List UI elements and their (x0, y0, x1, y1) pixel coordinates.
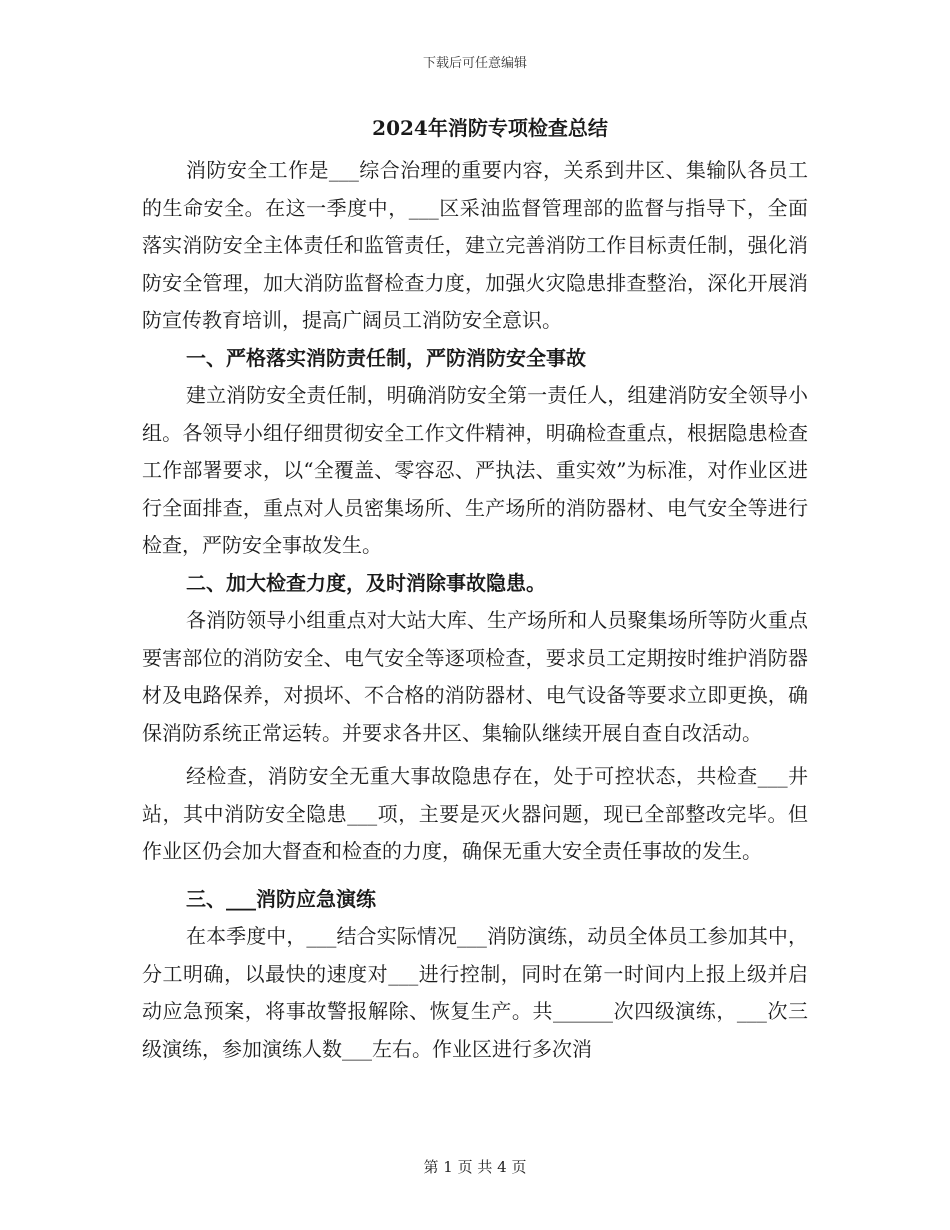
document-body (142, 110, 808, 1068)
section-3-paragraph-1: 在本季度中，___结合实际情况___消防演练，动员全体员工参加其中，分工明确，以最快的速度对___进行控制，同时在第一时间内上报上级并启动应急预案，将事故警报解除、恢复生产。共______次四级演练，___次三级演练，参加演练人数___左右。作业区进行多次消 (142, 924, 808, 1061)
intro-paragraph: 消防安全工作是___综合治理的重要内容，关系到井区、集输队各员工的生命安全。在这一季度中，___区采油监督管理部的监督与指导下，全面落实消防安全主体责任和监管责任，建立完善消防工作目标责任制，强化消防安全管理，加大消防监督检查力度，加强火灾隐患排查整治，深化开展消防宣传教育培训，提高广阔员工消防安全意识。 (142, 158, 808, 332)
page-header-note: 下载后可任意编辑 (422, 56, 527, 71)
document-title: 2024年消防专项检查总结 (372, 116, 608, 140)
section-heading-2: 二、加大检查力度，及时消除事故隐患。 (186, 570, 546, 595)
section-1-paragraph-1: 建立消防安全责任制，明确消防安全第一责任人，组建消防安全领导小组。各领导小组仔细贯彻安全工作文件精神，明确检查重点，根据隐患检查工作部署要求，以“全覆盖、零容忍、严执法、重实效”为标准，对作业区进行全面排查，重点对人员密集场所、生产场所的消防器材、电气安全等进行检查，严防安全事故发生。 (142, 383, 808, 557)
page-number: 第 1 页 共 4 页 (423, 1158, 527, 1176)
section-heading-3: 三、___消防应急演练 (186, 886, 376, 911)
section-heading-1: 一、严格落实消防责任制，严防消防安全事故 (186, 345, 586, 370)
section-2-paragraph-2: 经检查，消防安全无重大事故隐患存在，处于可控状态，共检查___井站，其中消防安全隐患___项，主要是灭火器问题，现已全部整改完毕。但作业区仍会加大督查和检查的力度，确保无重大安全责任事故的发生。 (142, 764, 808, 863)
section-2-paragraph-1: 各消防领导小组重点对大站大库、生产场所和人员聚集场所等防火重点要害部位的消防安全、电气安全等逐项检查，要求员工定期按时维护消防器材及电路保养，对损坏、不合格的消防器材、电气设备等要求立即更换，确保消防系统正常运转。并要求各井区、集输队继续开展自查自改活动。 (142, 608, 808, 745)
